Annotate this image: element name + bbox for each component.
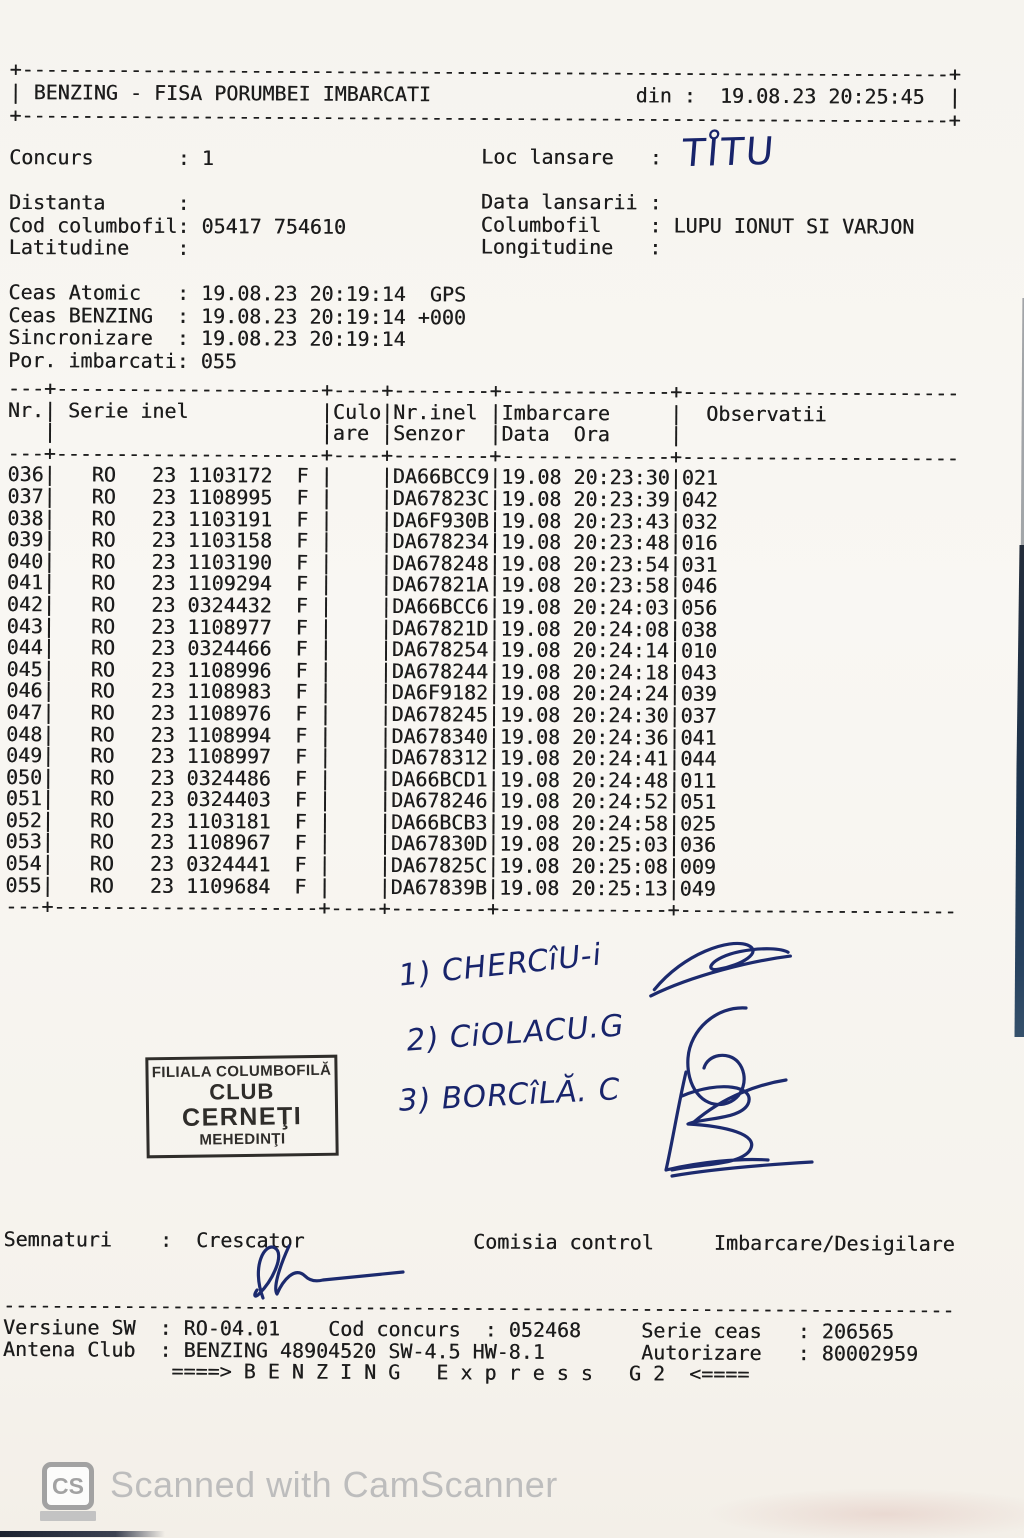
footer-line: ====> B E N Z I N G E x p r e s s G 2 <==== [2,1357,750,1386]
table-header-row: Nr.| Serie inel |Culo|Nr.inel |Imbarcare | Observatii [7,397,827,426]
camscanner-badge-base [40,1511,96,1521]
table-row: 055| RO 23 1109684 F | |DA67839B|19.08 20:25:13|049 [5,872,716,901]
info-line: Data lansarii : [480,189,662,215]
camscanner-cs-badge: CS [42,1462,94,1510]
stamp-line: CLUB [209,1078,275,1105]
info-line: Concurs : 1 [9,144,214,171]
table-row: 038| RO 23 1103191 F | |DA6F930B|19.08 20:23:43|032 [7,505,718,534]
scan-edge-artifact [1014,545,1024,1037]
header-box-border-top: +-----------------------------------------------------------------------------+ [9,56,961,86]
document-header-box [9,58,961,132]
document-title-line: | BENZING - FISA PORUMBEI IMBARCATI din : 19.08.23 20:25:45 | [9,79,961,109]
signature-witness-3 [648,1066,818,1181]
footer-line: Versiune SW : RO-04.01 Cod concurs : 052468 Serie ceas : 206565 [2,1314,895,1344]
table-row: 041| RO 23 1109294 F | |DA67821A|19.08 20:23:58|046 [6,570,718,599]
contest-info-left-column [9,146,347,260]
clock-line: Por. imbarcati: 055 [8,347,237,373]
table-row: 053| RO 23 1108967 F | |DA67830D|19.08 20:25:03|036 [5,829,717,858]
table-row: 036| RO 23 1103172 F | |DA66BCC9|19.08 20:23:30|021 [7,462,718,491]
scan-edge-artifact [1020,298,1024,548]
table-header-separator: ---+----------------------+----+--------+--------------+----------------------- [7,440,959,470]
stamp-line: MEHEDINŢI [199,1130,286,1149]
table-row: 049| RO 23 1108997 F | |DA678312|19.08 20:24:41|044 [5,743,717,771]
table-row: 047| RO 23 1108976 F | |DA678245|19.08 20:24:30|037 [6,699,717,728]
camscanner-text: Scanned with CamScanner [110,1464,558,1505]
clock-line: Ceas Atomic : 19.08.23 20:19:14 GPS [8,279,467,307]
info-line: Latitudine : [8,234,190,260]
info-line: Cod columbofil: 05417 754610 [8,212,347,239]
witness-name-1: 1) CHERCîU-i [397,937,604,994]
table-row: 046| RO 23 1108983 F | |DA6F9182|19.08 20:24:24|039 [6,678,717,707]
footer-line: Antena Club : BENZING 48904520 SW-4.5 HW-8.1 Autorizare : 80002959 [2,1336,919,1366]
table-row: 045| RO 23 1108996 F | |DA678244|19.08 20:24:18|043 [6,656,717,685]
table-row: 054| RO 23 0324441 F | |DA67825C|19.08 20:25:08|009 [5,851,716,879]
witness-name-3: 3) BORCîLĂ. C [395,1072,623,1119]
club-stamp [145,1055,338,1159]
table-border-bottom: ---+----------------------+----+--------+--------------+----------------------- [5,894,957,924]
scan-smudge-artifact [704,1488,1024,1538]
dashed-rule: ------------------------------------------------------------------------------- [3,1292,955,1322]
info-line: Longitudine : [480,234,662,260]
stamp-line: CERNEŢI [181,1102,303,1132]
clock-line: Ceas BENZING : 19.08.23 20:19:14 +000 [8,302,466,329]
table-row: 039| RO 23 1103158 F | |DA678234|19.08 20:23:48|016 [7,527,718,555]
signatures-caption-line [3,1228,954,1255]
table-row: 042| RO 23 0324432 F | |DA66BCC6|19.08 20:24:03|056 [6,591,718,620]
pigeon-table [5,375,960,924]
table-row: 037| RO 23 1108995 F | |DA67823C|19.08 20:23:39|042 [7,483,718,512]
table-row: 050| RO 23 0324486 F | |DA66BCD1|19.08 20:24:48|011 [5,764,717,793]
loc-lansare-handwritten: TI̊TU [680,128,778,176]
stamp-line: FILIALA COLUMBOFILĂ [151,1061,332,1082]
signatures-labels: Semnaturi : Crescator Comisia control Imbarcare/Desigilare [3,1226,955,1256]
info-line: Loc lansare : [481,144,662,170]
table-header-row: | |are |Senzor |Data Ora | [7,419,683,447]
signature-crescator [225,1236,415,1311]
table-border-top: ---+----------------------+----+--------+--------------+----------------------- [7,375,960,405]
table-row: 040| RO 23 1103190 F | |DA678248|19.08 20:23:54|031 [7,548,718,577]
table-row: 044| RO 23 0324466 F | |DA678254|19.08 20:24:14|010 [6,635,718,663]
footer-info-block [2,1314,919,1386]
table-row: 051| RO 23 0324403 F | |DA678246|19.08 20:24:52|051 [5,786,717,814]
table-row: 052| RO 23 1103181 F | |DA66BCB3|19.08 20:24:58|025 [5,807,717,836]
clock-sync-block [8,281,466,373]
info-line: Columbofil : LUPU IONUT SI VARJON [480,211,915,239]
camscanner-watermark [42,1462,558,1521]
table-row: 048| RO 23 1108994 F | |DA678340|19.08 20:24:36|041 [6,721,717,750]
table-row: 043| RO 23 1108977 F | |DA67821D|19.08 20:24:08|038 [6,613,718,642]
benzing-boarding-report [3,0,1016,1425]
info-line: Distanta : [8,189,190,215]
info-line [9,168,346,192]
witness-name-2: 2) CiOLACU.G [404,1008,626,1059]
clock-line: Sincronizare : 19.08.23 20:19:14 [8,324,406,352]
camscanner-logo-icon [42,1462,94,1521]
header-box-border-bottom: +-----------------------------------------------------------------------------+ [9,102,961,132]
scan-edge-artifact [0,1531,165,1537]
